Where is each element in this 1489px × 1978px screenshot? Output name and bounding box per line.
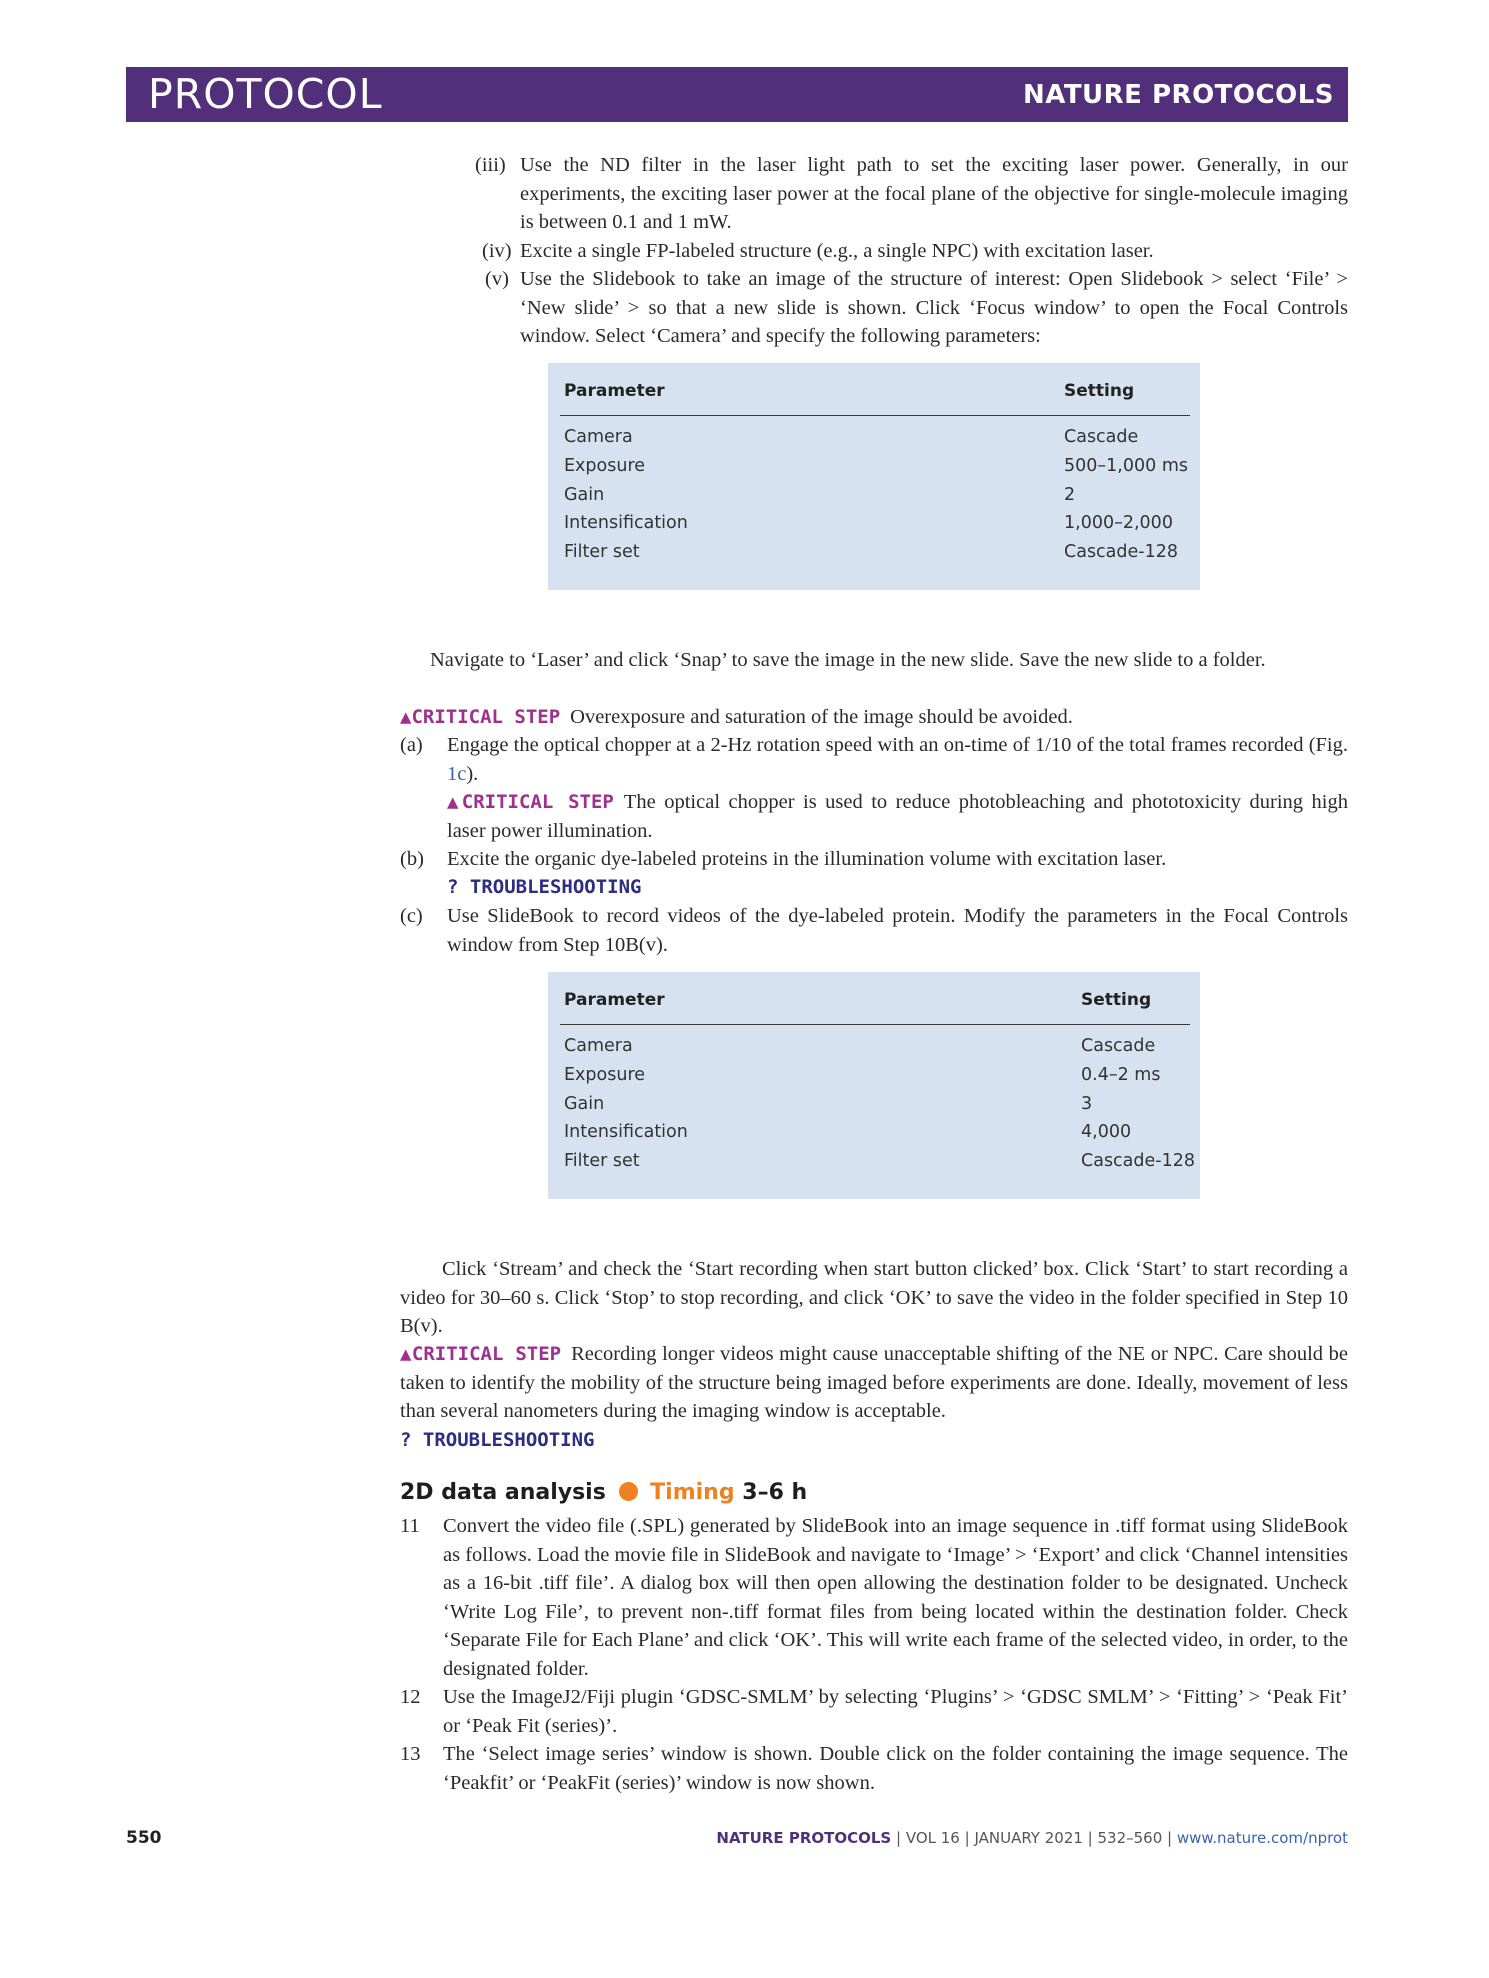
step-marker-a: (a): [400, 734, 423, 756]
step-number-11: 11: [400, 1515, 420, 1537]
timing-bullet-icon: [619, 1482, 638, 1501]
footer-date: JANUARY 2021: [974, 1829, 1083, 1847]
table1-cell: Gain: [564, 485, 605, 505]
paragraph-stream: Click ‘Stream’ and check the ‘Start recording when start button clicked’ box. Click ‘Start’ to start recording a video for 30–60 s. Click ‘Stop’ to stop recording, and click ‘OK’ to save the video in the folder specified in Step 10 B(v).: [400, 1258, 1348, 1337]
paragraph-navigate: Navigate to ‘Laser’ and click ‘Snap’ to save the image in the new slide. Save the new slide to a folder.: [430, 649, 1266, 671]
step-13-text: The ‘Select image series’ window is shown. Double click on the folder containing the image sequence. The ‘Peakfit’ or ‘PeakFit (series)’ window is now shown.: [443, 1743, 1348, 1794]
table1-header-setting: Setting: [1064, 381, 1135, 401]
step-marker-b: (b): [400, 848, 424, 870]
table1-header-parameter: Parameter: [564, 381, 665, 401]
footer-journal: NATURE PROTOCOLS: [716, 1829, 892, 1847]
troubleshooting-label: ? TROUBLESHOOTING: [400, 1429, 595, 1451]
table2-cell: Camera: [564, 1036, 633, 1056]
table2-cell: Filter set: [564, 1151, 640, 1171]
step-a-text-pre: Engage the optical chopper at a 2-Hz rotation speed with an on-time of 1/10 of the total frames recorded (Fig.: [447, 734, 1348, 756]
table1-cell: Exposure: [564, 456, 646, 476]
table1-cell: Camera: [564, 427, 633, 447]
troubleshooting-label: ? TROUBLESHOOTING: [447, 876, 642, 898]
table1-cell: 500–1,000 ms: [1064, 456, 1188, 476]
table2-cell: 0.4–2 ms: [1081, 1065, 1161, 1085]
critical-step-2-text: The optical chopper is used to reduce photobleaching and phototoxicity during high laser power illumination.: [447, 791, 1348, 842]
step-marker-iv: (iv): [482, 240, 512, 262]
footer-pages: 532–560: [1097, 1829, 1163, 1847]
page-number: 550: [126, 1828, 162, 1848]
parameter-table-1: [548, 363, 1200, 590]
step-number-13: 13: [400, 1743, 421, 1765]
table1-cell: Intensification: [564, 513, 688, 533]
timing-value: 3–6 h: [742, 1480, 808, 1505]
critical-step-label: ▲CRITICAL STEP: [400, 706, 561, 728]
table2-cell: 3: [1081, 1094, 1093, 1114]
table2-header-parameter: Parameter: [564, 990, 665, 1010]
step-marker-v: (v): [485, 268, 509, 290]
table2-cell: Exposure: [564, 1065, 646, 1085]
step-v-text: Use the Slidebook to take an image of the structure of interest: Open Slidebook > select ‘File’ > ‘New slide’ > so that a new slide is shown. Click ‘Focus window’ to open the Focal Controls window. Select ‘Camera’ and specify the following parameters:: [520, 268, 1348, 347]
table2-header-rule: [560, 1024, 1190, 1025]
section-heading: [400, 1480, 807, 1505]
footer-volume: VOL 16: [905, 1829, 960, 1847]
timing-label: Timing: [650, 1480, 735, 1505]
critical-step-3: [400, 1340, 1348, 1426]
step-b-text: Excite the organic dye-labeled proteins in the illumination volume with excitation laser.: [447, 848, 1167, 870]
step-marker-iii: (iii): [475, 154, 506, 176]
step-12-text: Use the ImageJ2/Fiji plugin ‘GDSC-SMLM’ by selecting ‘Plugins’ > ‘GDSC SMLM’ > ‘Fitting’ > ‘Peak Fit’ or ‘Peak Fit (series)’.: [443, 1686, 1348, 1737]
table1-cell: Cascade: [1064, 427, 1139, 447]
table2-header-setting: Setting: [1081, 990, 1152, 1010]
table2-cell: Intensification: [564, 1122, 688, 1142]
critical-step-label: ▲CRITICAL STEP: [400, 1343, 562, 1365]
footer-url-link[interactable]: www.nature.com/nprot: [1176, 1829, 1348, 1847]
parameter-table-2: [548, 972, 1200, 1199]
step-a-text-post: ).: [466, 762, 479, 785]
critical-step-1: [400, 703, 1348, 732]
figure-link-1c[interactable]: 1c: [447, 762, 467, 785]
table1-cell: 2: [1064, 485, 1076, 505]
footer-citation: NATURE PROTOCOLS | VOL 16 | JANUARY 2021 | 532–560 | www.nature.com/nprot: [716, 1829, 1348, 1847]
step-11-text: Convert the video file (.SPL) generated by SlideBook into an image sequence in .tiff format using SlideBook as follows. Load the movie file in SlideBook and navigate to ‘Image’ > ‘Export’ and click ‘Channel intensities as a 16-bit .tiff file’. A dialog box will then open allowing the destination folder to be designated. Uncheck ‘Write Log File’, to prevent non-.tiff format files from being located within the destination folder. Check ‘Separate File for Each Plane’ and click ‘OK’. This will write each frame of the selected video, in order, to the designated folder.: [443, 1515, 1348, 1680]
section-type-label: PROTOCOL: [148, 70, 383, 118]
table2-cell: 4,000: [1081, 1122, 1132, 1142]
table1-cell: 1,000–2,000: [1064, 513, 1173, 533]
critical-step-1-text: Overexposure and saturation of the image should be avoided.: [570, 706, 1073, 728]
table1-cell: Filter set: [564, 542, 640, 562]
critical-step-label: ▲CRITICAL STEP: [447, 791, 614, 813]
critical-step-3-text: Recording longer videos might cause unacceptable shifting of the NE or NPC. Care should be taken to identify the mobility of the structure being imaged before experiments are done. Ideally, movement of less than several nanometers during the imaging window is acceptable.: [400, 1343, 1348, 1422]
step-iii-text: Use the ND filter in the laser light path to set the exciting laser power. Generally, in our experiments, the exciting laser power at the focal plane of the objective for single-molecule imaging is between 0.1 and 1 mW.: [520, 154, 1348, 233]
journal-name: NATURE PROTOCOLS: [1022, 80, 1334, 110]
table2-cell: Cascade-128: [1081, 1151, 1195, 1171]
step-marker-c: (c): [400, 905, 423, 927]
step-number-12: 12: [400, 1686, 421, 1708]
header-bar: [126, 67, 1348, 122]
table2-cell: Cascade: [1081, 1036, 1156, 1056]
table2-cell: Gain: [564, 1094, 605, 1114]
critical-step-2: [447, 788, 1348, 845]
table1-cell: Cascade-128: [1064, 542, 1178, 562]
section-title: 2D data analysis: [400, 1480, 606, 1505]
step-c-text: Use SlideBook to record videos of the dye-labeled protein. Modify the parameters in the Focal Controls window from Step 10B(v).: [447, 905, 1348, 956]
step-a-text: [447, 731, 1348, 788]
table1-header-rule: [560, 415, 1190, 416]
step-iv-text: Excite a single FP-labeled structure (e.g., a single NPC) with excitation laser.: [520, 240, 1154, 262]
